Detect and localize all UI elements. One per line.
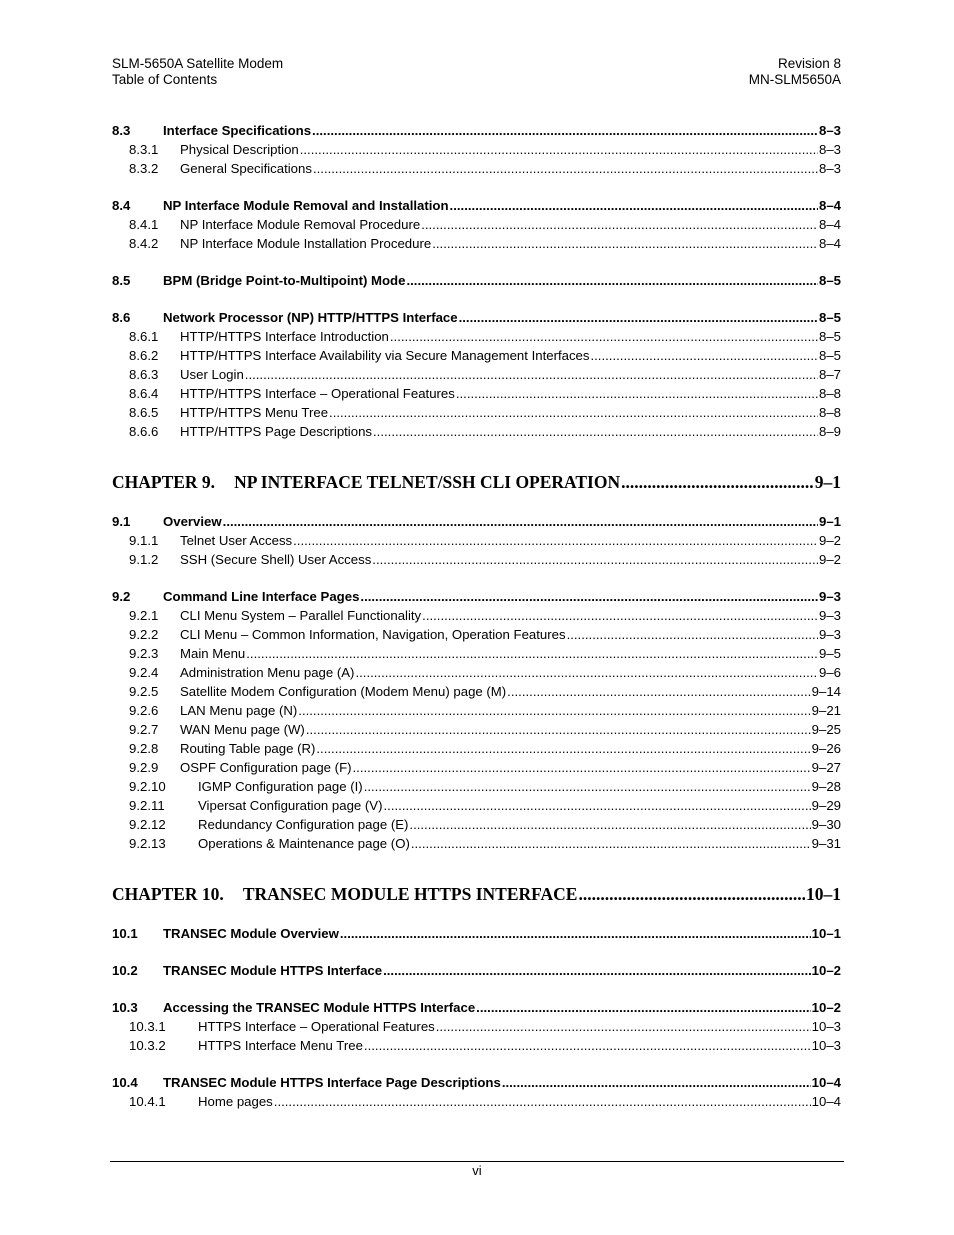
toc-entry[interactable] bbox=[112, 1019, 841, 1038]
toc-entry-title: Command Line Interface Pages bbox=[163, 589, 360, 604]
toc-dot-leader bbox=[223, 514, 818, 529]
toc-entry[interactable] bbox=[112, 514, 841, 533]
toc-entry-page: 10–1 bbox=[806, 884, 841, 904]
toc-entry-number: 10.3.1 bbox=[129, 1019, 166, 1034]
toc-entry-title: TRANSEC Module HTTPS Interface bbox=[163, 963, 383, 978]
toc-entry-number: 9.1.2 bbox=[129, 552, 159, 567]
toc-entry-page: 9–29 bbox=[811, 798, 841, 813]
toc-entry-number: 10.2 bbox=[112, 963, 138, 978]
toc-entry-title: Vipersat Configuration page (V) bbox=[198, 798, 383, 813]
toc-entry-title: Physical Description bbox=[180, 142, 299, 157]
toc-entry-title: General Specifications bbox=[180, 161, 312, 176]
toc-entry-title: NP Interface Module Removal and Installation bbox=[163, 198, 449, 213]
toc-entry-number: 9.2.12 bbox=[129, 817, 166, 832]
toc-dot-leader bbox=[390, 329, 818, 344]
toc-entry[interactable] bbox=[112, 665, 841, 684]
toc-entry-title: TRANSEC Module Overview bbox=[163, 926, 339, 941]
toc-entry-title: Network Processor (NP) HTTP/HTTPS Interface bbox=[163, 310, 458, 325]
toc-entry-title: WAN Menu page (W) bbox=[180, 722, 305, 737]
toc-entry-title: Satellite Modem Configuration (Modem Menu) page (M) bbox=[180, 684, 507, 699]
toc-entry-title: Overview bbox=[163, 514, 222, 529]
toc-entry-page: 9–5 bbox=[818, 646, 841, 661]
toc-entry-page: 8–5 bbox=[818, 273, 841, 288]
toc-entry-page: 8–5 bbox=[818, 310, 841, 325]
toc-entry[interactable] bbox=[112, 552, 841, 571]
toc-entry[interactable] bbox=[112, 703, 841, 722]
toc-entry-page: 10–1 bbox=[811, 926, 841, 941]
toc-dot-leader bbox=[329, 405, 818, 420]
toc-entry[interactable] bbox=[112, 741, 841, 760]
toc-entry-title: TRANSEC Module HTTPS Interface Page Descriptions bbox=[163, 1075, 501, 1090]
toc-entry-page: 8–5 bbox=[818, 329, 841, 344]
toc-entry-title: Telnet User Access bbox=[180, 533, 293, 548]
toc-dot-leader bbox=[456, 386, 818, 401]
toc-entry-title: HTTP/HTTPS Page Descriptions bbox=[180, 424, 373, 439]
toc-entry-number: 8.6.5 bbox=[129, 405, 159, 420]
toc-dot-leader bbox=[383, 963, 811, 978]
toc-entry-number: 8.6.4 bbox=[129, 386, 159, 401]
toc-dot-leader bbox=[274, 1094, 811, 1109]
toc-entry-page: 9–31 bbox=[811, 836, 841, 851]
toc-entry-page: 9–1 bbox=[818, 514, 841, 529]
toc-entry[interactable] bbox=[112, 798, 841, 817]
toc-entry-number: 8.6.2 bbox=[129, 348, 159, 363]
toc-entry-page: 8–3 bbox=[818, 123, 841, 138]
toc-entry[interactable] bbox=[112, 1075, 841, 1094]
toc-entry-page: 8–3 bbox=[818, 161, 841, 176]
toc-entry-page: 8–4 bbox=[818, 198, 841, 213]
toc-entry-title: OSPF Configuration page (F) bbox=[180, 760, 352, 775]
toc-entry-page: 8–7 bbox=[818, 367, 841, 382]
toc-dot-leader bbox=[476, 1000, 810, 1015]
toc-dot-leader bbox=[316, 741, 810, 756]
toc-entry-number: 9.2.6 bbox=[129, 703, 159, 718]
toc-entry[interactable] bbox=[112, 198, 841, 217]
toc-dot-leader bbox=[432, 236, 818, 251]
toc-entry-title: LAN Menu page (N) bbox=[180, 703, 298, 718]
toc-entry-number: 9.2.1 bbox=[129, 608, 159, 623]
toc-entry-number: 8.3.2 bbox=[129, 161, 159, 176]
toc-entry[interactable] bbox=[112, 760, 841, 779]
toc-entry-title: CLI Menu – Common Information, Navigation, Operation Features bbox=[180, 627, 566, 642]
toc-entry[interactable] bbox=[112, 329, 841, 348]
toc-entry[interactable] bbox=[112, 817, 841, 836]
toc-entry[interactable] bbox=[112, 589, 841, 608]
toc-dot-leader bbox=[312, 123, 818, 138]
toc-entry-title: CLI Menu System – Parallel Functionality bbox=[180, 608, 422, 623]
toc-dot-leader bbox=[353, 760, 811, 775]
toc-dot-leader bbox=[409, 817, 810, 832]
toc-entry-number: 9.2.10 bbox=[129, 779, 166, 794]
toc-dot-leader bbox=[360, 589, 818, 604]
toc-entry-title: SSH (Secure Shell) User Access bbox=[180, 552, 372, 567]
toc-entry[interactable] bbox=[112, 424, 841, 443]
toc-entry-page: 8–4 bbox=[818, 236, 841, 251]
toc-dot-leader bbox=[578, 884, 805, 905]
toc-entry-page: 10–2 bbox=[811, 1000, 841, 1015]
toc-entry-page: 9–2 bbox=[818, 533, 841, 548]
toc-entry-number: CHAPTER 9. bbox=[112, 472, 216, 492]
toc-entry[interactable] bbox=[112, 1094, 841, 1113]
toc-dot-leader bbox=[406, 273, 818, 288]
toc-entry[interactable] bbox=[112, 684, 841, 703]
toc-entry-title: HTTP/HTTPS Menu Tree bbox=[180, 405, 329, 420]
toc-entry[interactable] bbox=[112, 722, 841, 741]
toc-entry[interactable] bbox=[112, 646, 841, 665]
toc-entry[interactable] bbox=[112, 386, 841, 405]
toc-dot-leader bbox=[421, 217, 818, 232]
toc-entry-number: 9.2.8 bbox=[129, 741, 159, 756]
toc-entry-title: Administration Menu page (A) bbox=[180, 665, 355, 680]
toc-entry-title: Operations & Maintenance page (O) bbox=[198, 836, 410, 851]
toc-entry-page: 8–4 bbox=[818, 217, 841, 232]
table-of-contents bbox=[112, 123, 841, 1113]
toc-dot-leader bbox=[313, 161, 818, 176]
toc-entry-number: 9.2.9 bbox=[129, 760, 159, 775]
toc-entry-page: 10–3 bbox=[811, 1019, 841, 1034]
toc-entry[interactable] bbox=[112, 236, 841, 255]
section-title: Table of Contents bbox=[112, 72, 218, 87]
toc-dot-leader bbox=[372, 552, 818, 567]
toc-dot-leader bbox=[567, 627, 818, 642]
toc-entry-title: Redundancy Configuration page (E) bbox=[198, 817, 409, 832]
toc-entry-number: 8.6.3 bbox=[129, 367, 159, 382]
toc-entry[interactable] bbox=[112, 1000, 841, 1019]
toc-dot-leader bbox=[502, 1075, 811, 1090]
toc-entry-page: 9–3 bbox=[818, 608, 841, 623]
toc-entry-number: 9.2.4 bbox=[129, 665, 159, 680]
toc-entry-page: 9–21 bbox=[811, 703, 841, 718]
toc-entry-page: 10–4 bbox=[811, 1075, 841, 1090]
toc-entry-title: Interface Specifications bbox=[163, 123, 312, 138]
toc-entry-title: NP Interface Module Installation Procedure bbox=[180, 236, 432, 251]
toc-entry[interactable] bbox=[112, 273, 841, 292]
toc-entry-page: 8–8 bbox=[818, 386, 841, 401]
toc-entry-number: 10.3 bbox=[112, 1000, 138, 1015]
toc-entry-number: 10.1 bbox=[112, 926, 138, 941]
toc-entry[interactable] bbox=[112, 348, 841, 367]
toc-entry[interactable] bbox=[112, 963, 841, 982]
toc-entry-number: 9.1.1 bbox=[129, 533, 159, 548]
toc-entry[interactable] bbox=[112, 310, 841, 329]
toc-entry[interactable] bbox=[112, 123, 841, 142]
toc-entry-number: 9.2.3 bbox=[129, 646, 159, 661]
toc-entry-title: IGMP Configuration page (I) bbox=[198, 779, 363, 794]
toc-entry-page: 9–3 bbox=[818, 627, 841, 642]
toc-entry[interactable] bbox=[112, 142, 841, 161]
toc-chapter-entry[interactable] bbox=[112, 472, 841, 496]
page-number: vi bbox=[472, 1163, 482, 1178]
toc-dot-leader bbox=[422, 608, 818, 623]
running-header-right bbox=[749, 56, 841, 88]
toc-entry-number: 9.2.13 bbox=[129, 836, 166, 851]
toc-entry-number: 8.3 bbox=[112, 123, 131, 138]
toc-dot-leader bbox=[300, 142, 818, 157]
toc-dot-leader bbox=[590, 348, 818, 363]
toc-entry-page: 8–8 bbox=[818, 405, 841, 420]
toc-entry-title: HTTP/HTTPS Interface Availability via Secure Management Interfaces bbox=[180, 348, 590, 363]
toc-entry-page: 8–5 bbox=[818, 348, 841, 363]
toc-entry-number: CHAPTER 10. bbox=[112, 884, 224, 904]
toc-entry[interactable] bbox=[112, 836, 841, 855]
toc-entry-title: HTTPS Interface – Operational Features bbox=[198, 1019, 435, 1034]
toc-entry-title: User Login bbox=[180, 367, 244, 382]
toc-entry-title: Main Menu bbox=[180, 646, 246, 661]
toc-entry-number: 9.2.11 bbox=[129, 798, 165, 813]
toc-entry-number: 9.2.5 bbox=[129, 684, 159, 699]
toc-dot-leader bbox=[621, 472, 814, 493]
toc-dot-leader bbox=[245, 367, 818, 382]
toc-entry-title: BPM (Bridge Point-to-Multipoint) Mode bbox=[163, 273, 406, 288]
toc-entry-title: HTTP/HTTPS Interface – Operational Features bbox=[180, 386, 455, 401]
running-header-left bbox=[112, 56, 283, 88]
toc-dot-leader bbox=[355, 665, 818, 680]
toc-entry[interactable] bbox=[112, 161, 841, 180]
toc-dot-leader bbox=[373, 424, 818, 439]
toc-entry-page: 9–14 bbox=[811, 684, 841, 699]
toc-entry-page: 9–26 bbox=[811, 741, 841, 756]
toc-entry-title: HTTP/HTTPS Interface Introduction bbox=[180, 329, 389, 344]
toc-entry[interactable] bbox=[112, 405, 841, 424]
toc-dot-leader bbox=[293, 533, 818, 548]
toc-entry-number: 8.5 bbox=[112, 273, 131, 288]
toc-entry-number: 10.4.1 bbox=[129, 1094, 166, 1109]
toc-entry-page: 9–28 bbox=[811, 779, 841, 794]
toc-entry-page: 9–27 bbox=[811, 760, 841, 775]
toc-dot-leader bbox=[340, 926, 811, 941]
toc-entry-page: 9–6 bbox=[818, 665, 841, 680]
toc-entry[interactable] bbox=[112, 926, 841, 945]
toc-entry[interactable] bbox=[112, 367, 841, 386]
toc-entry-page: 10–3 bbox=[811, 1038, 841, 1053]
toc-dot-leader bbox=[298, 703, 810, 718]
toc-entry-title: Accessing the TRANSEC Module HTTPS Interface bbox=[163, 1000, 476, 1015]
toc-entry[interactable] bbox=[112, 217, 841, 236]
toc-entry-title: Routing Table page (R) bbox=[180, 741, 316, 756]
toc-entry-number: 8.6.1 bbox=[129, 329, 159, 344]
toc-entry-number: 8.3.1 bbox=[129, 142, 159, 157]
toc-dot-leader bbox=[450, 198, 818, 213]
toc-entry[interactable] bbox=[112, 627, 841, 646]
toc-entry-number: 10.3.2 bbox=[129, 1038, 166, 1053]
toc-entry-number: 8.6 bbox=[112, 310, 131, 325]
toc-entry[interactable] bbox=[112, 533, 841, 552]
toc-entry-title: Home pages bbox=[198, 1094, 273, 1109]
toc-entry-page: 10–2 bbox=[811, 963, 841, 978]
toc-entry-number: 10.4 bbox=[112, 1075, 138, 1090]
document-title: SLM-5650A Satellite Modem bbox=[112, 56, 284, 71]
toc-entry-number: 8.4 bbox=[112, 198, 131, 213]
toc-dot-leader bbox=[507, 684, 810, 699]
toc-entry-number: 9.1 bbox=[112, 514, 131, 529]
manual-number: MN-SLM5650A bbox=[748, 72, 841, 87]
toc-entry-number: 8.4.1 bbox=[129, 217, 159, 232]
toc-entry-page: 9–2 bbox=[818, 552, 841, 567]
toc-dot-leader bbox=[459, 310, 818, 325]
toc-entry[interactable] bbox=[112, 608, 841, 627]
toc-dot-leader bbox=[364, 779, 811, 794]
toc-entry-number: 9.2.7 bbox=[129, 722, 159, 737]
toc-dot-leader bbox=[246, 646, 818, 661]
toc-dot-leader bbox=[384, 798, 811, 813]
toc-entry-page: 9–25 bbox=[811, 722, 841, 737]
toc-entry-title: NP INTERFACE TELNET/SSH CLI OPERATION bbox=[234, 472, 621, 492]
toc-entry-page: 10–4 bbox=[811, 1094, 841, 1109]
toc-entry-number: 8.6.6 bbox=[129, 424, 159, 439]
toc-entry-number: 8.4.2 bbox=[129, 236, 159, 251]
toc-entry-page: 9–1 bbox=[814, 472, 841, 492]
toc-dot-leader bbox=[364, 1038, 811, 1053]
toc-entry-title: TRANSEC MODULE HTTPS INTERFACE bbox=[242, 884, 578, 904]
toc-dot-leader bbox=[306, 722, 811, 737]
toc-entry-page: 8–9 bbox=[818, 424, 841, 439]
toc-entry-title: HTTPS Interface Menu Tree bbox=[198, 1038, 363, 1053]
toc-entry[interactable] bbox=[112, 1038, 841, 1057]
toc-chapter-entry[interactable] bbox=[112, 884, 841, 908]
toc-entry-page: 9–3 bbox=[818, 589, 841, 604]
toc-dot-leader bbox=[436, 1019, 811, 1034]
toc-entry[interactable] bbox=[112, 779, 841, 798]
toc-dot-leader bbox=[411, 836, 811, 851]
toc-entry-page: 8–3 bbox=[818, 142, 841, 157]
footer-rule bbox=[110, 1161, 844, 1162]
toc-entry-number: 9.2 bbox=[112, 589, 131, 604]
toc-entry-title: NP Interface Module Removal Procedure bbox=[180, 217, 421, 232]
revision-label: Revision 8 bbox=[777, 56, 841, 71]
toc-entry-page: 9–30 bbox=[811, 817, 841, 832]
toc-entry-number: 9.2.2 bbox=[129, 627, 159, 642]
